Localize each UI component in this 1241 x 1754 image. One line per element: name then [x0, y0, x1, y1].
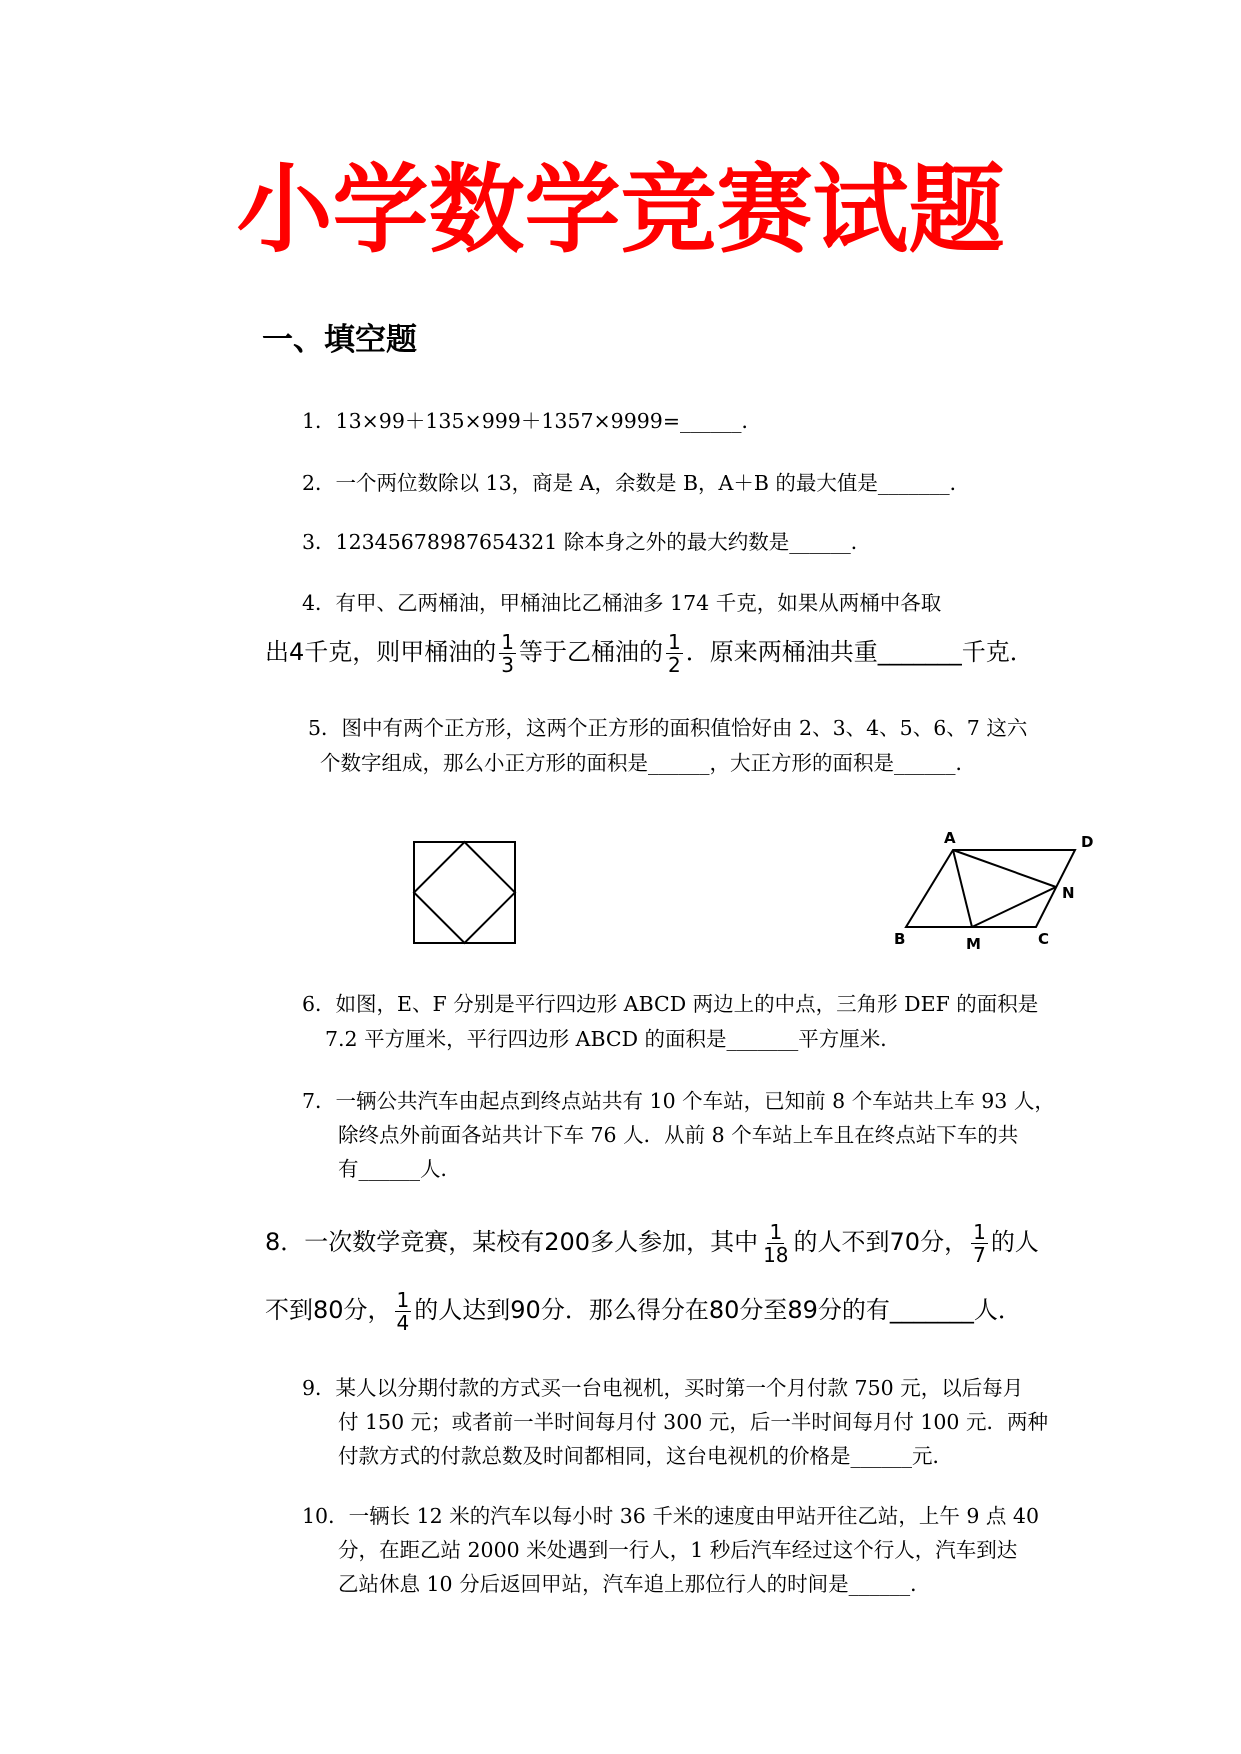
fraction-one-half: $\frac{1}{2}$ [668, 629, 681, 677]
question-6-line-2: 7.2 平方厘米，平行四边形 ABCD 的面积是_______平方厘米． [325, 1027, 901, 1051]
question-10-line-3: 乙站休息 10 分后返回甲站，汽车追上那位行人的时间是______． [338, 1572, 931, 1596]
label-m: M [966, 935, 981, 953]
question-9-line-3: 付款方式的付款总数及时间都相同，这台电视机的价格是______元． [338, 1444, 953, 1468]
q8-text-part-2: 的人不到70分， [793, 1228, 969, 1256]
fraction-one-fourth: $\frac{1}{4}$ [396, 1287, 410, 1335]
q4-text-part-3: ．原来两桶油共重_______千克． [685, 638, 1034, 666]
question-2: 2．一个两位数除以 13，商是 A，余数是 B，A＋B 的最大值是_______． [302, 471, 971, 495]
label-c: C [1038, 930, 1050, 948]
question-8-line-1 [265, 1220, 1039, 1266]
label-a: A [944, 829, 956, 847]
question-4-line-2 [265, 630, 1034, 676]
q4-text-part-1: 出4千克，则甲桶油的 [265, 638, 497, 666]
q8-text-part-4: 不到80分， [265, 1296, 392, 1324]
question-8-line-2 [265, 1288, 1022, 1334]
q8-text-part-3: 的人 [990, 1228, 1039, 1256]
label-b: B [894, 930, 906, 948]
label-d: D [1081, 833, 1094, 851]
question-9-line-2: 付 150 元；或者前一半时间每月付 300 元，后一半时间每月付 100 元．两种 [338, 1410, 1048, 1434]
q8-text-part-5: 的人达到90分．那么得分在80分至89分的有_______人． [414, 1296, 1022, 1324]
nested-squares-figure [412, 840, 518, 946]
question-7-line-3: 有______人． [338, 1157, 461, 1181]
q4-text-part-2: 等于乙桶油的 [519, 638, 664, 666]
fraction-one-seventh: $\frac{1}{7}$ [973, 1219, 986, 1267]
question-5-line-2: 个数字组成，那么小正方形的面积是______，大正方形的面积是______． [320, 751, 976, 775]
section-heading: 一、填空题 [262, 322, 417, 358]
question-10-line-1: 10．一辆长 12 米的汽车以每小时 36 千米的速度由甲站开往乙站，上午 9 点 40 [302, 1504, 1039, 1528]
page-title: 小学数学竞赛试题 [236, 154, 1005, 266]
question-10-line-2: 分，在距乙站 2000 米处遇到一行人，1 秒后汽车经过这个行人，汽车到达 [338, 1538, 1018, 1562]
question-4-line-1: 4．有甲、乙两桶油，甲桶油比乙桶油多 174 千克，如果从两桶中各取 [302, 591, 942, 615]
question-3: 3．12345678987654321 除本身之外的最大约数是______． [302, 530, 872, 554]
question-5-line-1: 5．图中有两个正方形，这两个正方形的面积值恰好由 2、3、4、5、6、7 这六 [308, 716, 1028, 740]
question-1: 1．13×99＋135×999＋1357×9999=______． [302, 409, 763, 433]
question-9-line-1: 9．某人以分期付款的方式买一台电视机，买时第一个月付款 750 元，以后每月 [302, 1376, 1024, 1400]
fraction-one-third: $\frac{1}{3}$ [501, 629, 515, 677]
q8-text-part-1: 8．一次数学竞赛，某校有200多人参加，其中 [265, 1228, 759, 1256]
question-6-line-1: 6．如图，E、F 分别是平行四边形 ABCD 两边上的中点，三角形 DEF 的面积是 [302, 992, 1039, 1016]
label-n: N [1062, 884, 1075, 902]
question-7-line-1: 7．一辆公共汽车由起点到终点站共有 10 个车站，已知前 8 个车站共上车 93 人， [302, 1089, 1055, 1113]
question-7-line-2: 除终点外前面各站共计下车 76 人．从前 8 个车站上车且在终点站下车的共 [338, 1123, 1019, 1147]
parallelogram-figure [880, 825, 1100, 955]
fraction-one-eighteenth: $\frac{1}{18}$ [763, 1219, 789, 1267]
